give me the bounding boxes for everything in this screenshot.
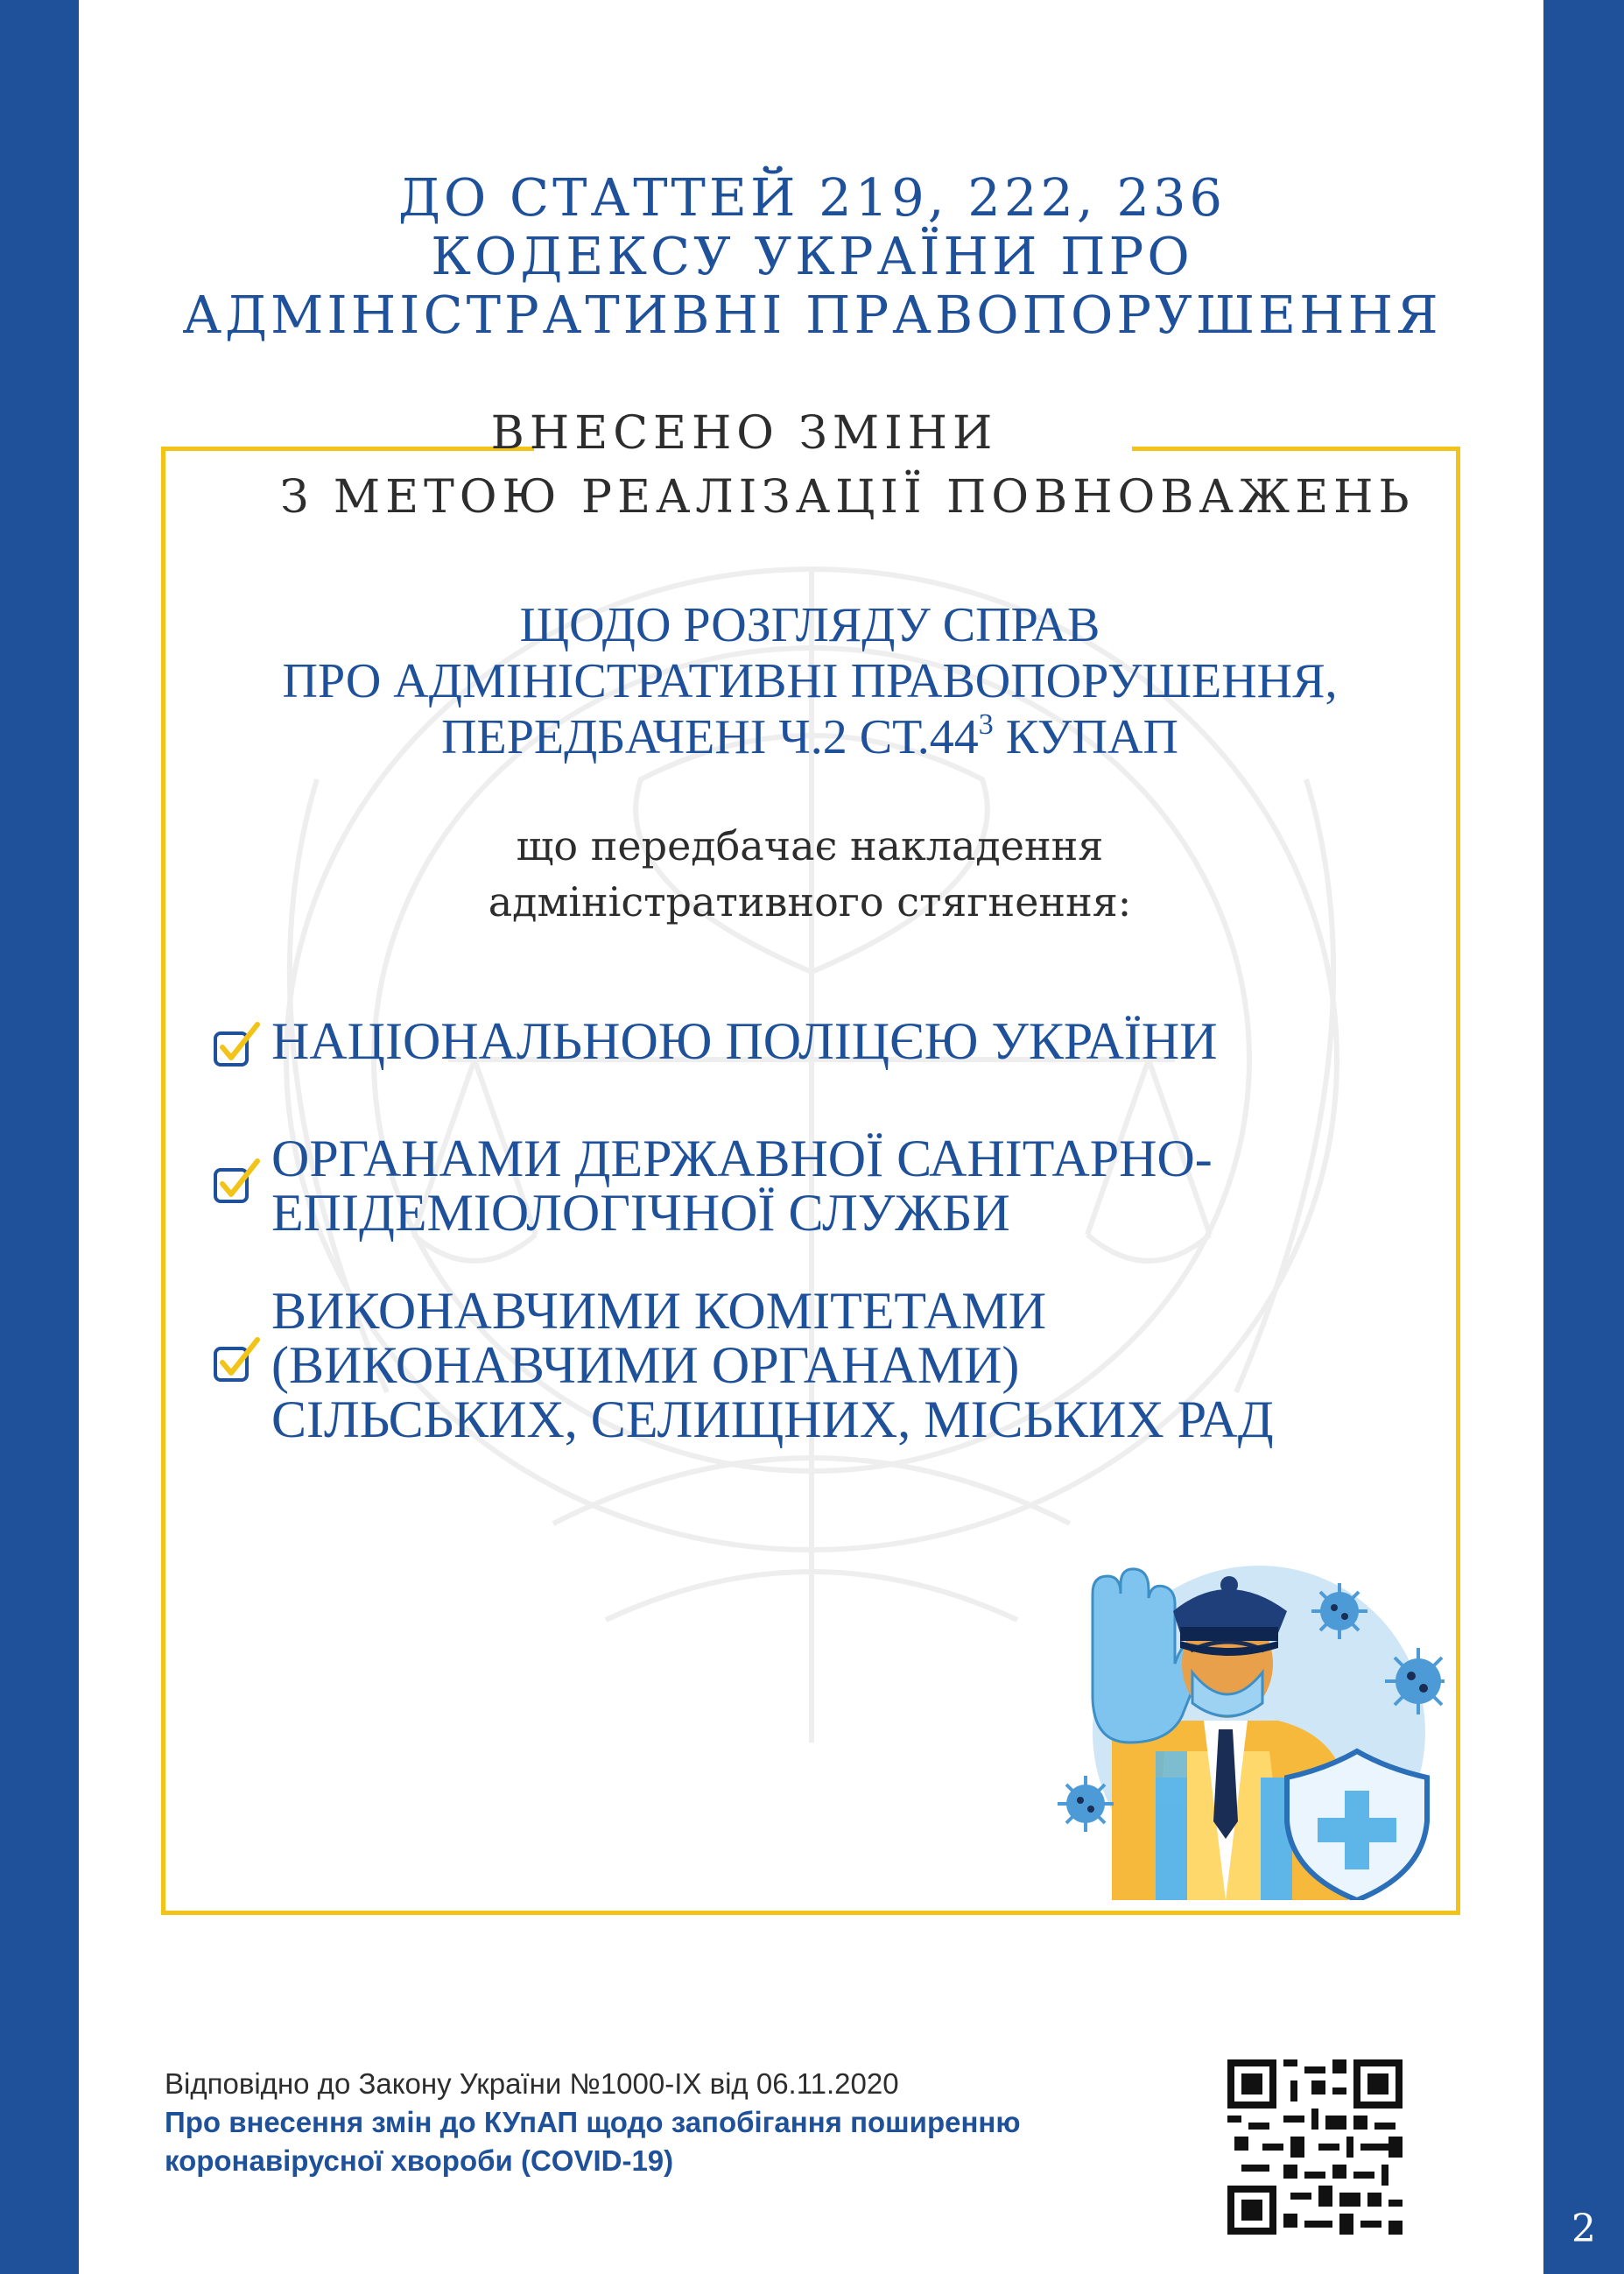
check-box-icon (210, 1021, 263, 1074)
subject-line-3-tail: КУПАП (993, 710, 1178, 764)
note-line-1: що передбачає накладення (516, 822, 1104, 869)
footer-law-title-line-2[interactable]: коронавірусної хвороби (COVID-19) (165, 2144, 674, 2177)
intro-line-2: З МЕТОЮ РЕАЛІЗАЦІЇ ПОВНОВАЖЕНЬ (280, 471, 1415, 524)
intro-line-1: ВНЕСЕНО ЗМІНИ (490, 407, 998, 460)
qr-code-icon[interactable] (1227, 2059, 1403, 2235)
subject-line-2: ПРО АДМІНІСТРАТИВНІ ПРАВОПОРУШЕННЯ, (282, 654, 1338, 708)
subject-superscript: 3 (978, 708, 994, 741)
page-title (123, 168, 1501, 344)
authority-3-line-3: СІЛЬСЬКИХ, СЕЛИЩНИХ, МІСЬКИХ РАД (271, 1390, 1274, 1448)
title-line-3: АДМІНІСТРАТИВНІ ПРАВОПОРУШЕННЯ (182, 285, 1442, 345)
subject-block (175, 597, 1445, 765)
page-number: 2 (1571, 2207, 1596, 2251)
authority-1-line-1: НАЦІОНАЛЬНОЮ ПОЛІЦЄЮ УКРАЇНИ (271, 1012, 1218, 1070)
footer-law-reference: Відповідно до Закону України №1000-IX від 06.11.2020 (165, 2067, 899, 2100)
check-box-icon (210, 1158, 263, 1210)
note-line-2: адміністративного стягнення: (488, 878, 1132, 926)
authority-2-line-1: ОРГАНАМИ ДЕРЖАВНОЇ САНІТАРНО- (271, 1130, 1213, 1187)
left-blue-band (0, 0, 79, 2274)
title-line-2: КОДЕКСУ УКРАЇНИ ПРО (431, 226, 1193, 286)
police-officer-mask-virus-shield-illustration (1024, 1489, 1445, 1900)
title-line-1: ДО СТАТТЕЙ 219, 222, 236 (397, 167, 1227, 228)
authority-3-line-1: ВИКОНАВЧИМИ КОМІТЕТАМИ (271, 1282, 1047, 1340)
authority-2-line-2: ЕПІДЕМІОЛОГІЧНОЇ СЛУЖБИ (271, 1184, 1010, 1242)
authority-3-line-2: (ВИКОНАВЧИМИ ОРГАНАМИ) (271, 1336, 1020, 1394)
subject-line-3 (175, 709, 1445, 765)
penalty-note (175, 818, 1445, 930)
subject-line-3-main: ПЕРЕДБАЧЕНІ Ч.2 СТ.44 (441, 710, 979, 764)
right-blue-band (1543, 0, 1624, 2274)
subject-line-1: ЩОДО РОЗГЛЯДУ СПРАВ (519, 598, 1100, 652)
check-box-icon (210, 1336, 263, 1389)
footer-law-title-line-1[interactable]: Про внесення змін до КУпАП щодо запобігання поширенню (165, 2106, 1021, 2138)
